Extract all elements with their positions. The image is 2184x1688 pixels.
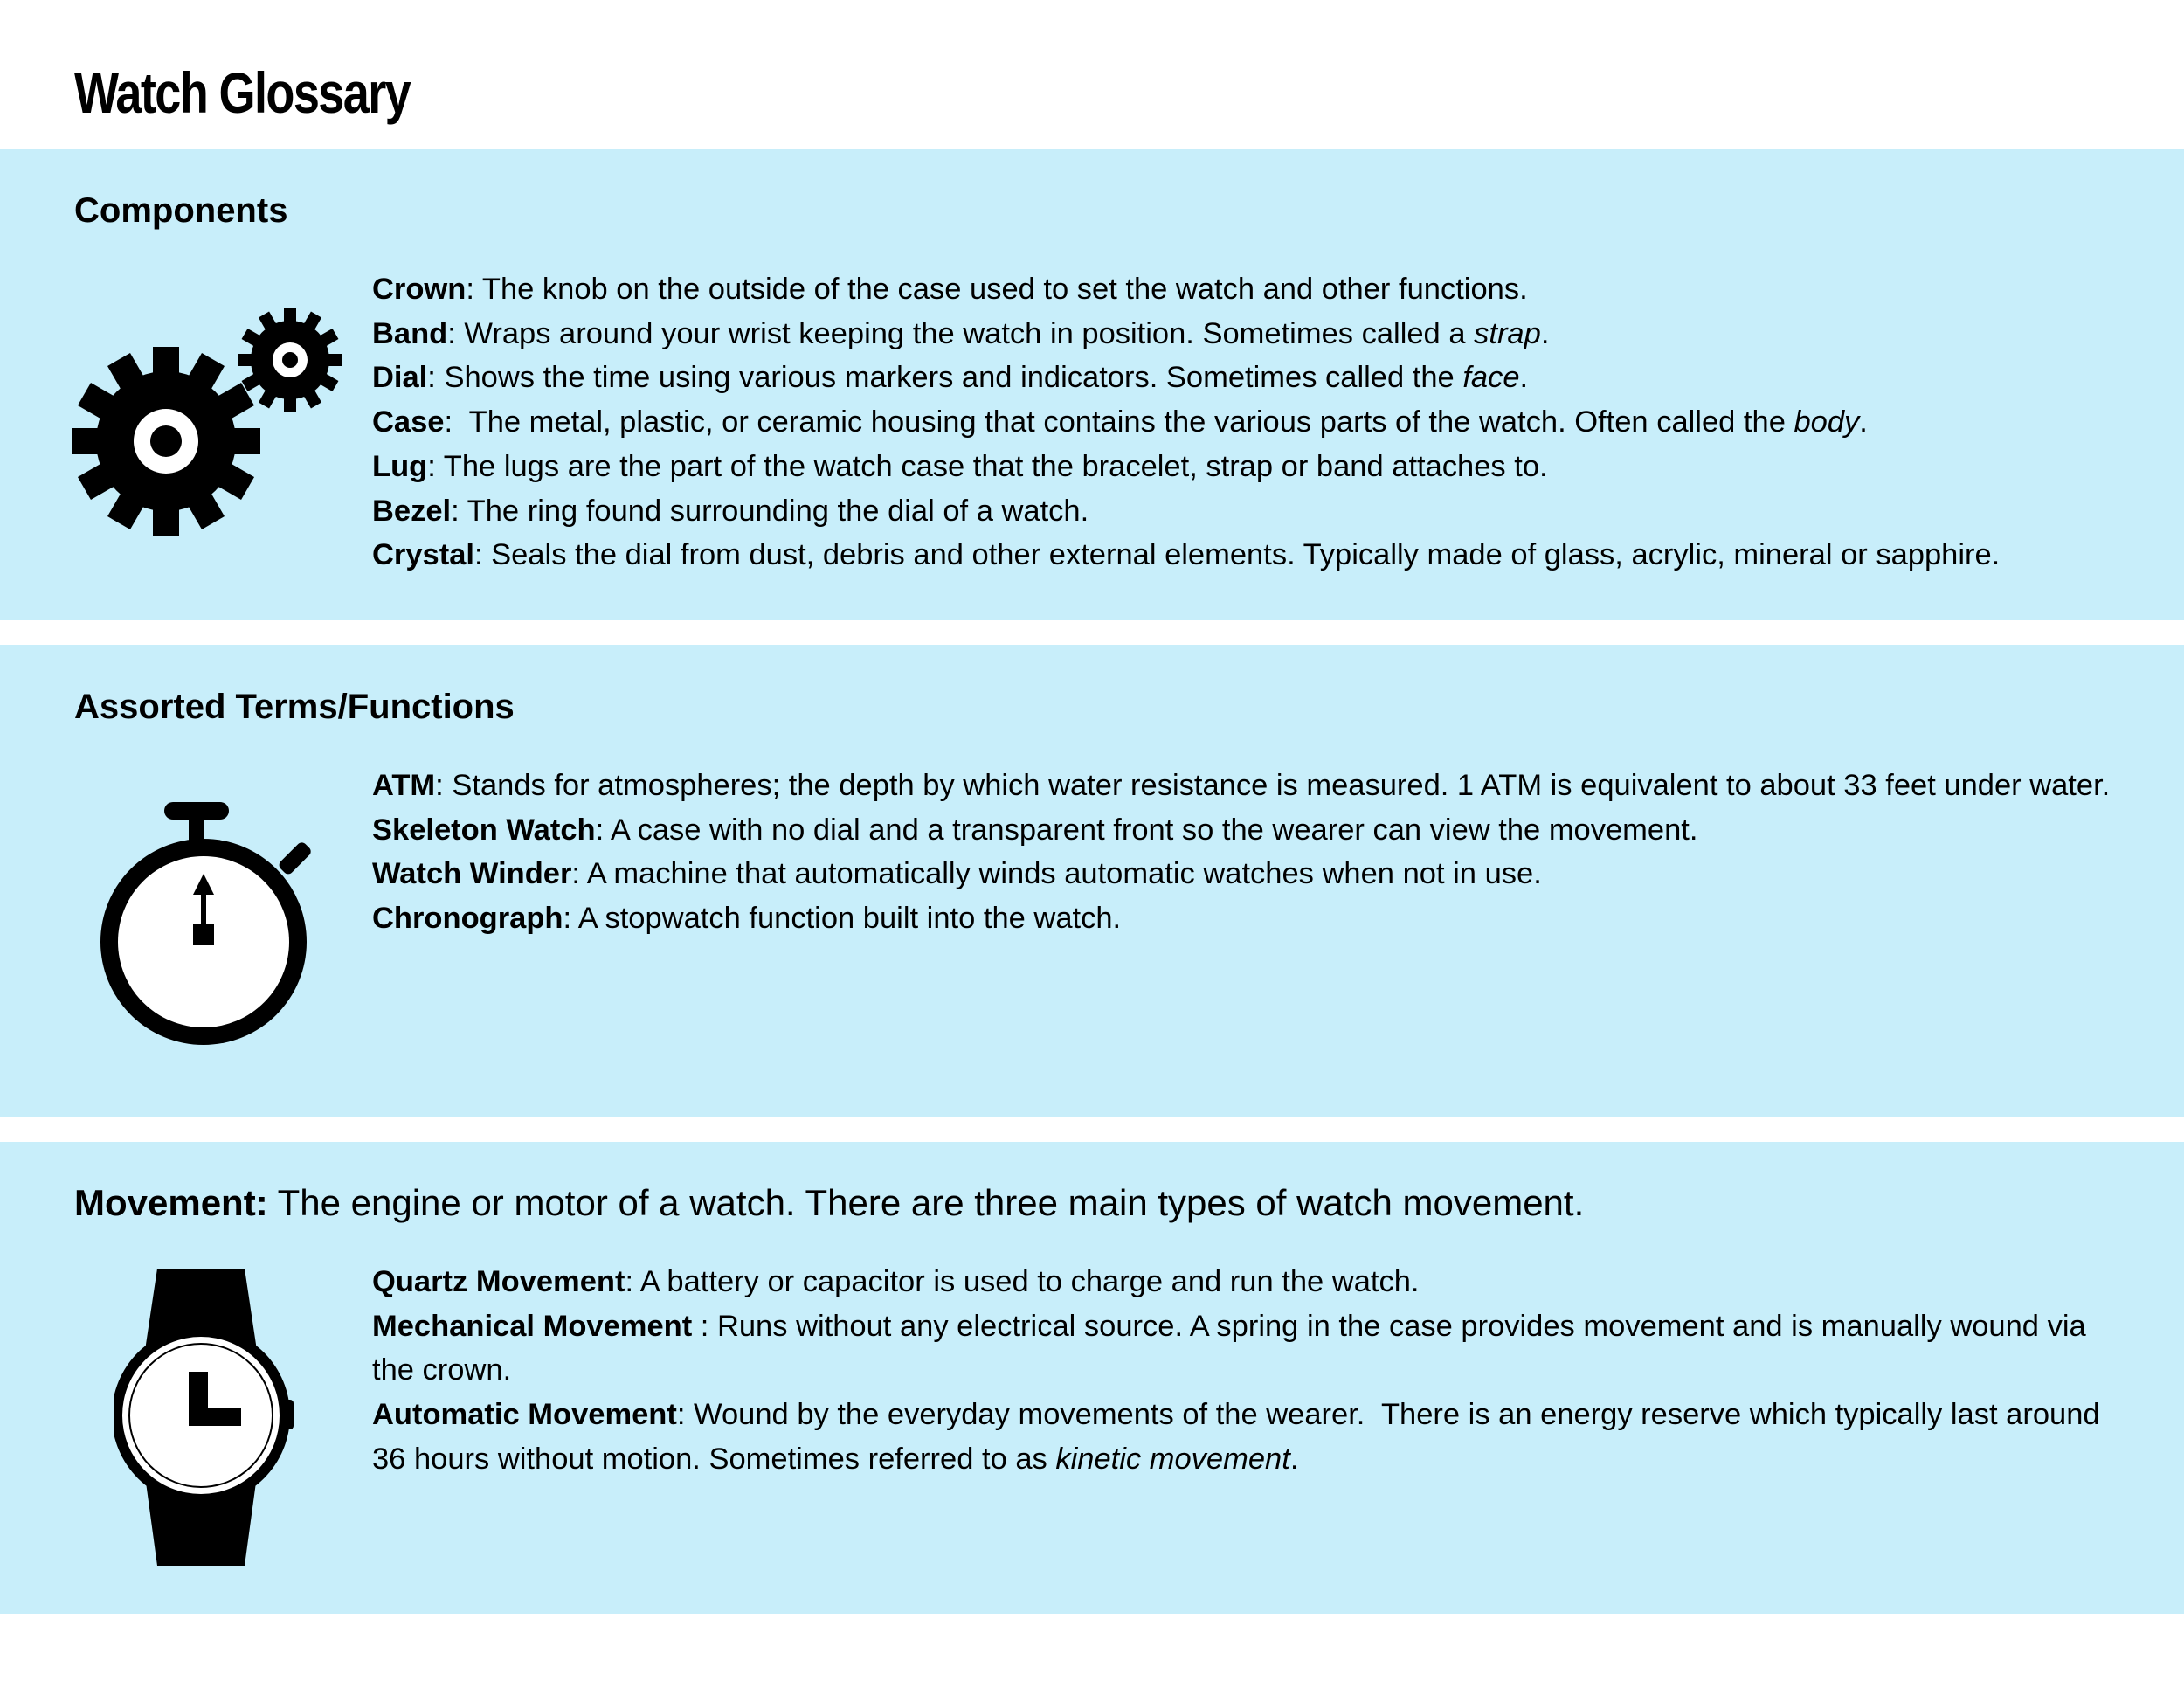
terms-section <box>0 645 2184 1117</box>
movement-heading-description: The engine or motor of a watch. There are three main types of watch movement. <box>267 1182 1585 1223</box>
components-list <box>372 267 2128 578</box>
stopwatch-icon <box>96 802 323 1047</box>
list-item: Quartz Movement: A battery or capacitor is used to charge and run the watch. <box>372 1265 1420 1298</box>
terms-heading: Assorted Terms/Functions <box>74 688 515 726</box>
list-item: Lug: The lugs are the part of the watch case that the bracelet, strap or band attaches to. <box>372 449 1548 483</box>
gears-icon <box>70 306 349 542</box>
components-heading: Components <box>74 191 288 230</box>
list-item: Crystal: Seals the dial from dust, debris and other external elements. Typically made of glass, acrylic, mineral or sapphire. <box>372 538 2001 572</box>
movement-heading <box>74 1181 1584 1225</box>
terms-list <box>372 764 2128 941</box>
page-title: Watch Glossary <box>74 60 411 125</box>
list-item: Chronograph: A stopwatch function built into the watch. <box>372 902 1122 936</box>
list-item: Bezel: The ring found surrounding the dial of a watch. <box>372 494 1089 528</box>
list-item: Skeleton Watch: A case with no dial and a transparent front so the wearer can view the movement. <box>372 813 1698 847</box>
list-item: Automatic Movement: Wound by the everyday movements of the wearer. There is an energy reserve which typically last around 36 hours without motion. Sometimes referred to as kinetic movement. <box>372 1398 2109 1476</box>
list-item: Dial: Shows the time using various markers and indicators. Sometimes called the face. <box>372 361 1529 395</box>
list-item: ATM: Stands for atmospheres; the depth by which water resistance is measured. 1 ATM is equivalent to about 33 feet under water. <box>372 769 2111 802</box>
components-section <box>0 149 2184 620</box>
movement-list <box>372 1260 2128 1482</box>
wristwatch-icon <box>114 1269 306 1574</box>
list-item: Case: The metal, plastic, or ceramic housing that contains the various parts of the watch. Often called the body. <box>372 405 1868 439</box>
list-item: Mechanical Movement : Runs without any electrical source. A spring in the case provides movement and is manually wound via the crown. <box>372 1309 2086 1387</box>
movement-section <box>0 1142 2184 1614</box>
list-item: Watch Winder: A machine that automatically winds automatic watches when not in use. <box>372 857 1542 891</box>
list-item: Band: Wraps around your wrist keeping the watch in position. Sometimes called a strap. <box>372 316 1550 350</box>
movement-heading-term: Movement: <box>74 1182 268 1223</box>
list-item: Crown: The knob on the outside of the case used to set the watch and other functions. <box>372 273 1528 306</box>
